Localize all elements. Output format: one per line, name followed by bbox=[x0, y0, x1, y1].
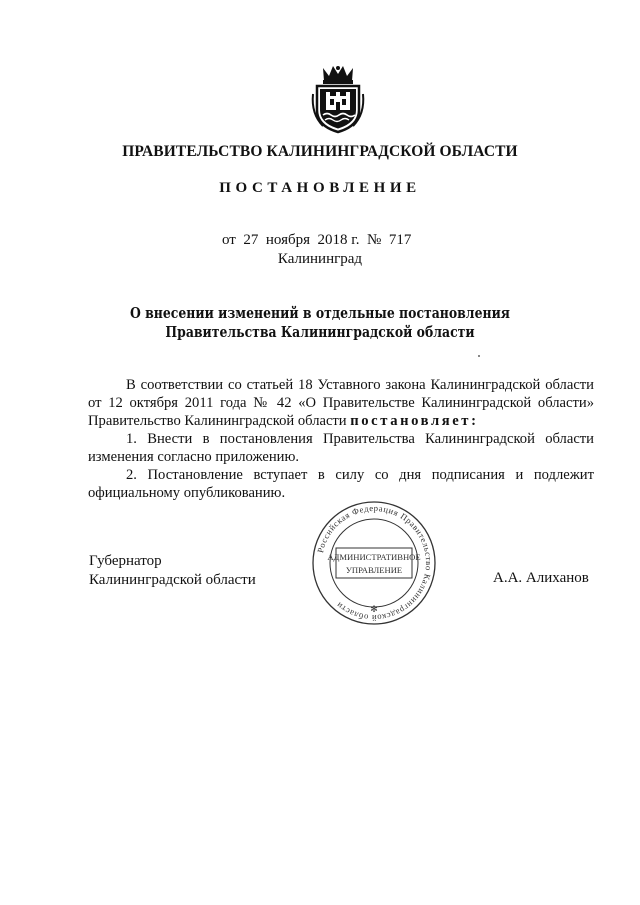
number-sign: № bbox=[367, 232, 382, 248]
date-prefix: от bbox=[222, 232, 236, 248]
date-number-line bbox=[222, 232, 411, 249]
scan-speck bbox=[478, 355, 480, 357]
resolves-word: постановляет: bbox=[350, 413, 479, 429]
item-2-line: 2. Постановление вступает в силу со дня подписания и подлежит bbox=[126, 467, 594, 483]
decree-body bbox=[88, 376, 594, 502]
item-1-line: 1. Внести в постановления Правительства Калининградской области bbox=[126, 431, 594, 447]
subject-line-2: Правительства Калининградской области bbox=[165, 324, 475, 341]
document-number: 717 bbox=[388, 232, 412, 248]
body-line: В соответствии со статьей 18 Уставного закона Калининградской области bbox=[126, 377, 594, 393]
stamp-star: ✻ bbox=[370, 604, 378, 614]
date-day: 27 bbox=[243, 232, 259, 248]
date-year: 2018 г. bbox=[317, 232, 360, 248]
position-line-1: Губернатор bbox=[89, 553, 162, 569]
body-line: от 12 октября 2011 года № 42 «О Правительстве Калининградской области» bbox=[88, 395, 594, 411]
official-stamp bbox=[310, 500, 438, 626]
stamp-outer-text-path: Российская Федерация Правительство Калининградской области bbox=[315, 502, 435, 624]
item-1-line: изменения согласно приложению. bbox=[88, 449, 300, 465]
body-text-fragment: Правительство Калининградской области bbox=[88, 413, 347, 429]
item-2-line: официальному опубликованию. bbox=[88, 485, 286, 501]
document-type: ПОСТАНОВЛЕНИЕ bbox=[219, 180, 421, 196]
coat-of-arms-icon bbox=[309, 64, 367, 134]
date-month: ноября bbox=[265, 232, 311, 248]
subject-line-1: О внесении изменений в отдельные постановления bbox=[129, 305, 510, 322]
stamp-inner-line-1: АДМИНИСТРАТИВНОЕ bbox=[327, 552, 421, 562]
stamp-inner-line-2: УПРАВЛЕНИЕ bbox=[345, 565, 403, 575]
position-line-2: Калининградской области bbox=[89, 572, 256, 588]
document-subject bbox=[46, 304, 595, 342]
government-title: ПРАВИТЕЛЬСТВО КАЛИНИНГРАДСКОЙ ОБЛАСТИ bbox=[122, 143, 518, 160]
signatory-name: А.А. Алиханов bbox=[493, 570, 589, 586]
body-line bbox=[88, 412, 594, 430]
city: Калининград bbox=[277, 251, 363, 267]
signatory-position bbox=[89, 552, 256, 590]
